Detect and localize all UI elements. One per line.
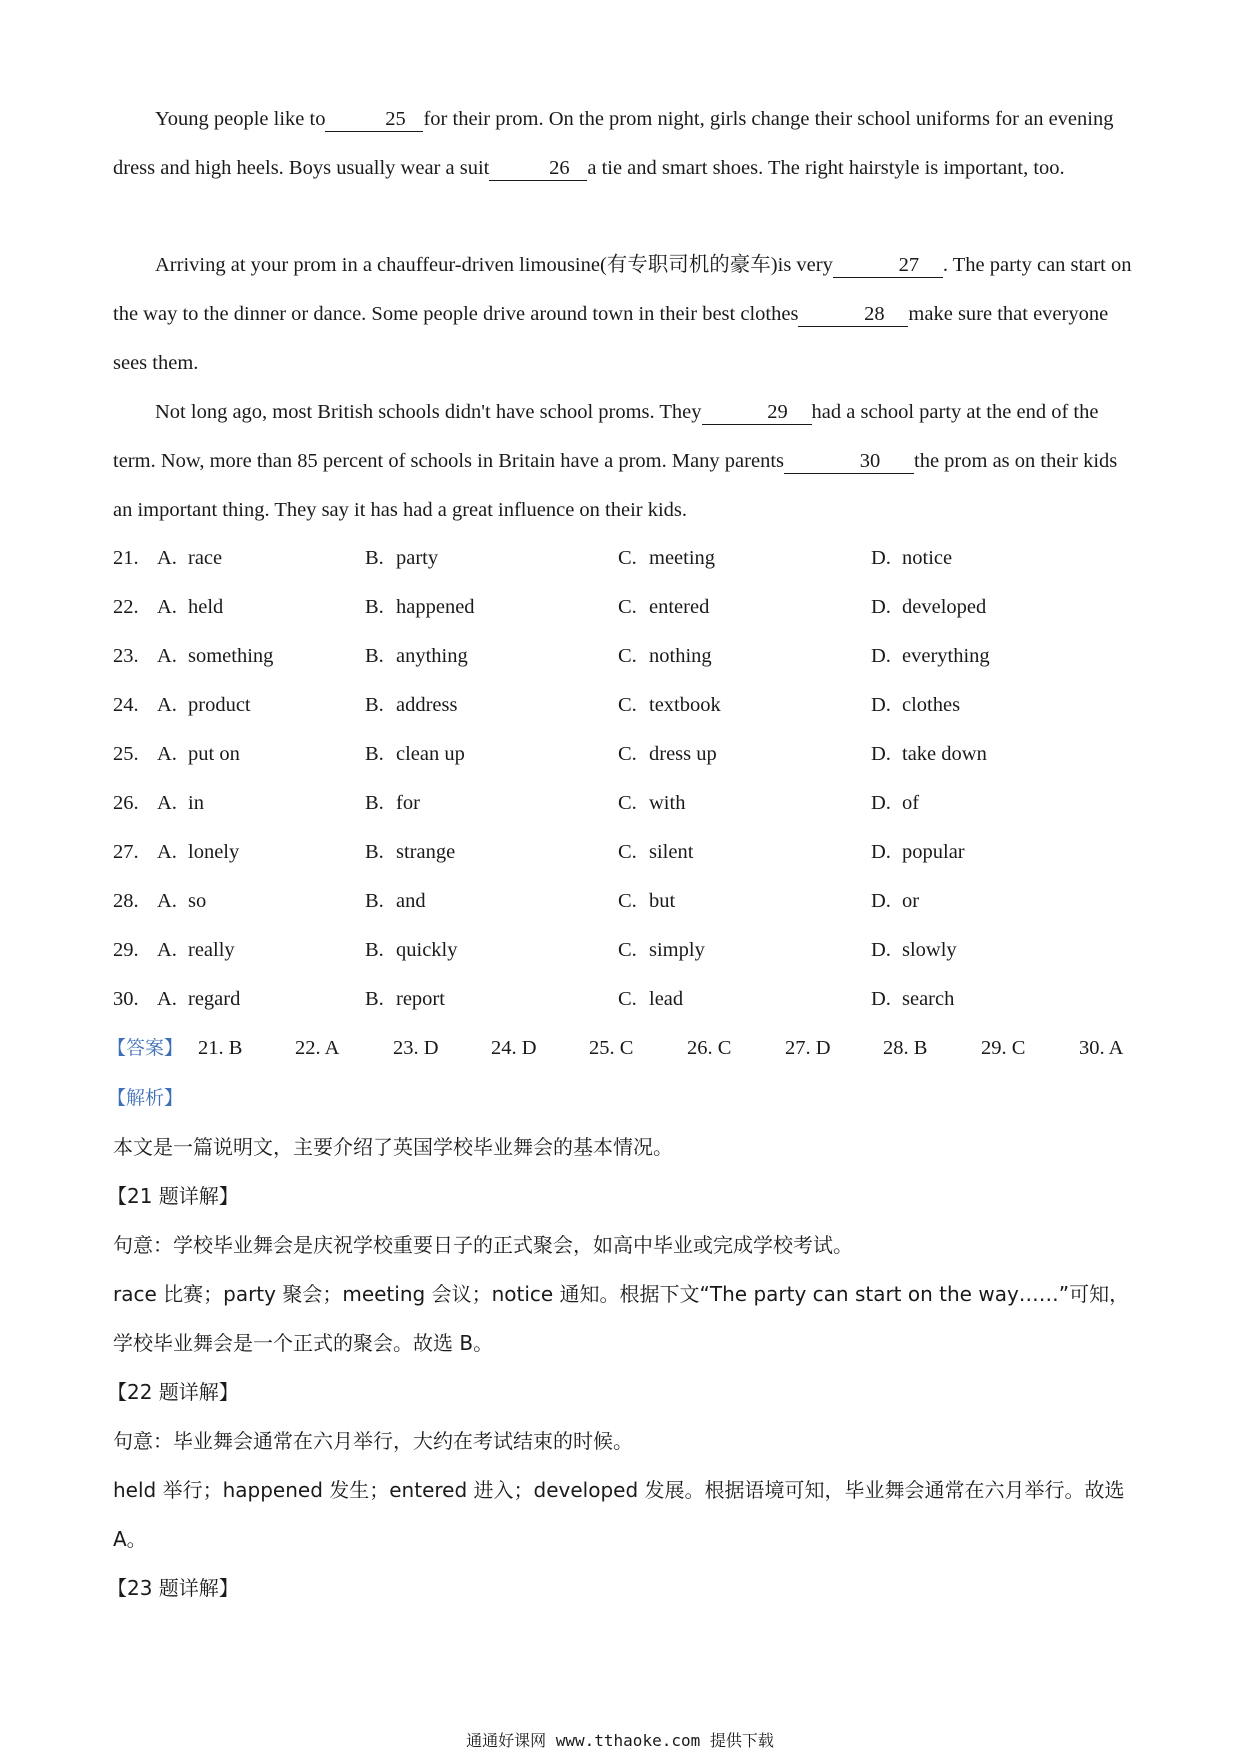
question-number: 28.	[113, 890, 139, 912]
q22-explanation: held 举行；happened 发生；entered 进入；developed 发展。根据语境可知，毕业舞会通常在六月举行。故选 A。	[113, 1478, 1125, 1551]
blank-28: 28	[798, 302, 908, 327]
option-text: report	[396, 988, 445, 1010]
paragraph-text: Young people like to	[155, 108, 326, 130]
q21-heading: 【21 题详解】	[107, 1184, 239, 1208]
option-text: party	[396, 547, 439, 569]
option-letter: D.	[871, 939, 891, 961]
option-letter: A.	[157, 694, 177, 716]
passage-paragraph-2	[113, 241, 1133, 388]
option-letter: B.	[365, 939, 384, 961]
option-letter: A.	[157, 988, 177, 1010]
option-letter: C.	[618, 792, 637, 814]
option-letter: C.	[618, 596, 637, 618]
option-letter: D.	[871, 841, 891, 863]
option-text: put on	[188, 743, 240, 765]
question-row	[113, 738, 1133, 770]
option-letter: A.	[157, 939, 177, 961]
option-text: textbook	[649, 694, 721, 716]
option-letter: A.	[157, 596, 177, 618]
option-text: developed	[902, 596, 987, 618]
answer-item: 26. C	[687, 1037, 732, 1059]
option-text: clothes	[902, 694, 961, 716]
option-letter: B.	[365, 988, 384, 1010]
option-letter: B.	[365, 841, 384, 863]
blank-30: 30	[784, 449, 914, 474]
answer-item: 23. D	[393, 1037, 439, 1059]
option-text: really	[188, 939, 235, 961]
blank-26: 26	[489, 156, 587, 181]
option-text: meeting	[649, 547, 716, 569]
answer-item: 27. D	[785, 1037, 831, 1059]
option-letter: B.	[365, 743, 384, 765]
option-letter: C.	[618, 743, 637, 765]
answer-item: 28. B	[883, 1037, 928, 1059]
question-row	[113, 787, 1133, 819]
paragraph-text: had a school party at the end of the term. Now, more than 85 percent of schools in Britain have a prom. Many parents	[113, 401, 1099, 472]
q23-heading: 【23 题详解】	[107, 1576, 239, 1600]
question-number: 23.	[113, 645, 139, 667]
option-text: strange	[396, 841, 456, 863]
option-letter: A.	[157, 841, 177, 863]
question-number: 22.	[113, 596, 139, 618]
question-number: 27.	[113, 841, 139, 863]
option-letter: C.	[618, 694, 637, 716]
passage-paragraph-1	[113, 95, 1133, 193]
option-text: address	[396, 694, 458, 716]
option-letter: C.	[618, 547, 637, 569]
question-number: 29.	[113, 939, 139, 961]
q22-heading: 【22 题详解】	[107, 1380, 239, 1404]
question-row	[113, 689, 1133, 721]
answer-item: 30. A	[1079, 1037, 1124, 1059]
option-text: take down	[902, 743, 987, 765]
paragraph-text: make sure that everyone sees them.	[113, 303, 1109, 374]
option-letter: B.	[365, 596, 384, 618]
option-letter: C.	[618, 645, 637, 667]
option-letter: D.	[871, 743, 891, 765]
option-text: notice	[902, 547, 953, 569]
option-letter: B.	[365, 792, 384, 814]
option-text: popular	[902, 841, 965, 863]
option-text: everything	[902, 645, 990, 667]
option-text: entered	[649, 596, 710, 618]
option-letter: D.	[871, 988, 891, 1010]
option-letter: B.	[365, 645, 384, 667]
question-number: 26.	[113, 792, 139, 814]
question-row	[113, 836, 1133, 868]
question-number: 24.	[113, 694, 139, 716]
question-row	[113, 885, 1133, 917]
option-text: dress up	[649, 743, 717, 765]
option-text: lonely	[188, 841, 240, 863]
option-letter: B.	[365, 890, 384, 912]
question-number: 30.	[113, 988, 139, 1010]
question-row	[113, 934, 1133, 966]
answer-item: 22. A	[295, 1037, 340, 1059]
option-letter: B.	[365, 547, 384, 569]
option-text: regard	[188, 988, 241, 1010]
question-number: 21.	[113, 547, 139, 569]
option-text: simply	[649, 939, 705, 961]
option-text: quickly	[396, 939, 458, 961]
answer-item: 25. C	[589, 1037, 634, 1059]
option-text: slowly	[902, 939, 957, 961]
q21-meaning: 句意：学校毕业舞会是庆祝学校重要日子的正式聚会，如高中毕业或完成学校考试。	[113, 1233, 853, 1257]
option-letter: A.	[157, 792, 177, 814]
option-text: held	[188, 596, 224, 618]
answer-key	[107, 1032, 1133, 1064]
q21-explanation: race 比赛；party 聚会；meeting 会议；notice 通知。根据下文“The party can start on the way……”可知，学校毕业舞会是一个正式的聚会。故选 B。	[113, 1282, 1130, 1355]
option-text: but	[649, 890, 676, 912]
option-text: anything	[396, 645, 468, 667]
question-row	[113, 542, 1133, 574]
option-letter: A.	[157, 645, 177, 667]
blank-27: 27	[833, 253, 943, 278]
option-text: for	[396, 792, 420, 814]
option-letter: C.	[618, 988, 637, 1010]
passage-paragraph-3	[113, 388, 1133, 535]
option-text: race	[188, 547, 223, 569]
option-text: and	[396, 890, 426, 912]
option-text: happened	[396, 596, 475, 618]
paragraph-text: Not long ago, most British schools didn't have school proms. They	[155, 401, 702, 423]
question-row	[113, 591, 1133, 623]
option-letter: A.	[157, 547, 177, 569]
option-letter: C.	[618, 841, 637, 863]
answer-label: 【答案】	[107, 1037, 184, 1059]
option-text: something	[188, 645, 274, 667]
option-letter: D.	[871, 792, 891, 814]
option-text: of	[902, 792, 920, 814]
q22-meaning: 句意：毕业舞会通常在六月举行，大约在考试结束的时候。	[113, 1429, 633, 1453]
footer-download-note: 通通好课网 www.tthaoke.com 提供下载	[466, 1731, 774, 1750]
question-row	[113, 640, 1133, 672]
blank-29: 29	[702, 400, 812, 425]
option-text: with	[649, 792, 686, 814]
paragraph-text: the prom as on their kids an important thing. They say it has had a great influence on their kids.	[113, 450, 1118, 521]
option-letter: D.	[871, 694, 891, 716]
answer-item: 21. B	[198, 1037, 243, 1059]
paragraph-text: Arriving at your prom in a chauffeur-driven limousine(有专职司机的豪车)is very	[155, 254, 833, 276]
option-letter: C.	[618, 890, 637, 912]
option-text: product	[188, 694, 251, 716]
option-text: or	[902, 890, 920, 912]
analysis-label: 【解析】	[107, 1087, 184, 1109]
answer-item: 24. D	[491, 1037, 537, 1059]
paragraph-text: a tie and smart shoes. The right hairstyle is important, too.	[587, 157, 1065, 179]
paragraph-text: . The party can start on the way to the dinner or dance. Some people drive around town in their best clothes	[113, 254, 1132, 325]
option-text: silent	[649, 841, 694, 863]
option-letter: A.	[157, 743, 177, 765]
option-letter: C.	[618, 939, 637, 961]
answer-item: 29. C	[981, 1037, 1026, 1059]
analysis-summary: 本文是一篇说明文，主要介绍了英国学校毕业舞会的基本情况。	[113, 1135, 673, 1159]
option-text: search	[902, 988, 955, 1010]
option-text: so	[188, 890, 207, 912]
paragraph-text: for their prom. On the prom night, girls change their school uniforms for an evening dress and high heels. Boys usually wear a suit	[113, 108, 1114, 179]
option-letter: D.	[871, 547, 891, 569]
question-row	[113, 983, 1133, 1015]
option-text: nothing	[649, 645, 712, 667]
blank-25: 25	[325, 107, 423, 132]
option-letter: D.	[871, 596, 891, 618]
option-letter: A.	[157, 890, 177, 912]
option-text: in	[188, 792, 204, 814]
question-number: 25.	[113, 743, 139, 765]
option-letter: D.	[871, 890, 891, 912]
option-letter: B.	[365, 694, 384, 716]
option-text: lead	[649, 988, 684, 1010]
option-letter: D.	[871, 645, 891, 667]
option-text: clean up	[396, 743, 465, 765]
